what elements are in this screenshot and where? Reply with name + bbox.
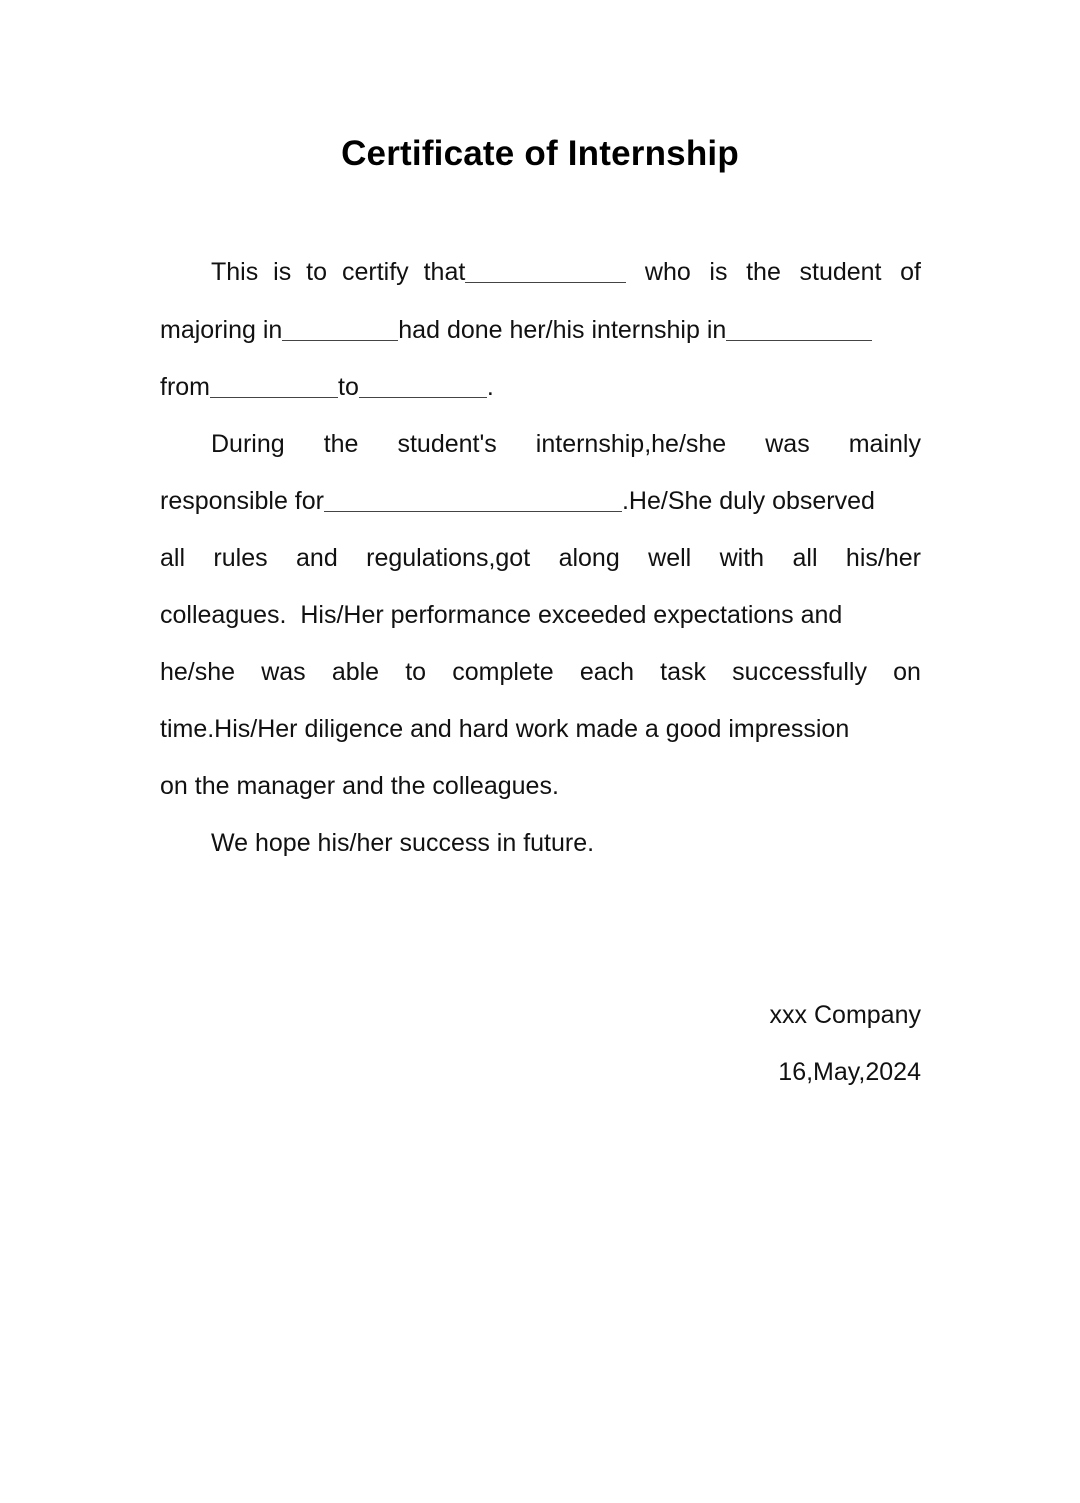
word: mainly xyxy=(848,430,921,458)
paragraph-1-line-1 xyxy=(211,252,921,292)
company-name-blank[interactable] xyxy=(726,310,872,341)
word: each xyxy=(579,658,635,686)
word: and xyxy=(296,544,338,572)
document-title: Certificate of Internship xyxy=(341,134,739,173)
start-date-blank[interactable] xyxy=(210,367,338,398)
observed-text: .He/She duly observed xyxy=(621,487,875,515)
word: task xyxy=(660,658,707,686)
word: student's xyxy=(397,430,497,458)
signature-date: 16,May,2024 xyxy=(778,1058,921,1086)
paragraph-1-line-3 xyxy=(160,367,921,407)
word: who xyxy=(644,258,691,286)
closing-paragraph: We hope his/her success in future. xyxy=(211,829,595,857)
period-text: . xyxy=(486,373,494,401)
word: student xyxy=(799,258,882,286)
major-blank[interactable] xyxy=(282,310,398,341)
word: During xyxy=(211,430,285,458)
word: his/her xyxy=(845,544,921,572)
word: was xyxy=(261,658,306,686)
word: to xyxy=(405,658,427,686)
student-name-blank[interactable] xyxy=(465,252,626,283)
word: along xyxy=(558,544,620,572)
paragraph-2-line-2 xyxy=(160,481,921,521)
word: is xyxy=(709,258,728,286)
paragraph-2-line-6: time.His/Her diligence and hard work made a good impression xyxy=(160,715,850,743)
word: the xyxy=(323,430,359,458)
company-signature: xxx Company xyxy=(769,1001,921,1029)
paragraph-1-line-2 xyxy=(160,310,921,350)
internship-text: had done her/his internship in xyxy=(398,316,727,344)
certify-text: This is to certify that xyxy=(211,258,466,286)
to-text: to xyxy=(338,373,359,401)
paragraph-2-line-1 xyxy=(211,424,921,464)
paragraph-2-line-5 xyxy=(160,652,921,692)
word: internship,he/she xyxy=(535,430,727,458)
responsibilities-blank[interactable] xyxy=(324,481,622,512)
majoring-text: majoring in xyxy=(160,316,283,344)
word: regulations,got xyxy=(366,544,531,572)
word: of xyxy=(900,258,921,286)
word: well xyxy=(648,544,692,572)
from-text: from xyxy=(160,373,210,401)
paragraph-2-line-4: colleagues. His/Her performance exceeded expectations and xyxy=(160,601,843,629)
word: complete xyxy=(452,658,554,686)
word: all xyxy=(792,544,818,572)
word: on xyxy=(893,658,921,686)
end-date-blank[interactable] xyxy=(359,367,487,398)
word: successfully xyxy=(732,658,867,686)
word: able xyxy=(331,658,380,686)
word: was xyxy=(765,430,810,458)
word: rules xyxy=(213,544,268,572)
paragraph-2-line-7: on the manager and the colleagues. xyxy=(160,772,559,800)
word: all xyxy=(160,544,186,572)
responsible-text: responsible for xyxy=(160,487,324,515)
word: the xyxy=(746,258,781,286)
paragraph-2-line-3 xyxy=(160,538,921,578)
word: with xyxy=(719,544,765,572)
word: he/she xyxy=(160,658,236,686)
